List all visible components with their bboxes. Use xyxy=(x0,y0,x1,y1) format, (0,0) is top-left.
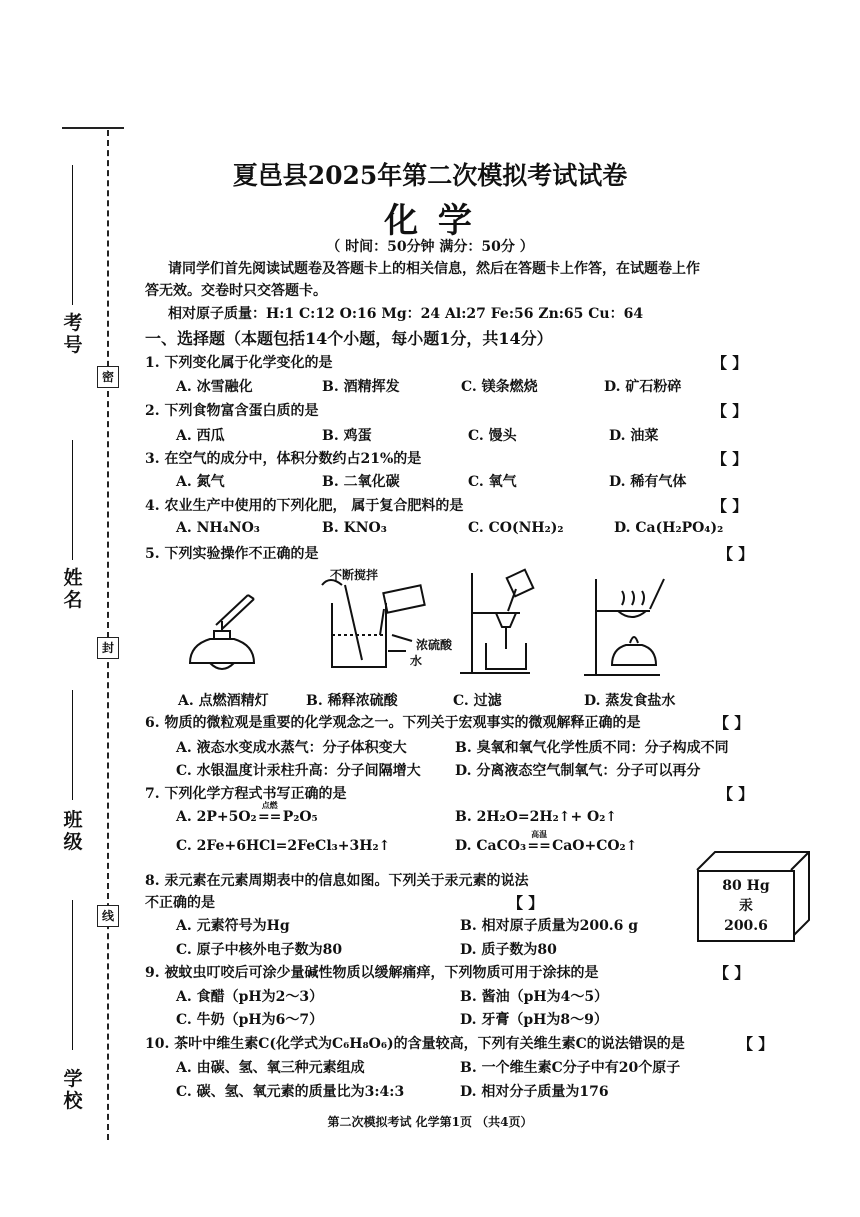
fig-a-alcohol-lamp xyxy=(190,595,254,669)
question-1-stem: 1. 下列变化属于化学变化的是 xyxy=(145,355,333,371)
question-3-option-c: C. 氧气 xyxy=(468,474,517,490)
question-9-option-b: B. 酱油（pH为4～5） xyxy=(460,989,609,1005)
question-6-option-c: C. 水银温度计汞柱升高：分子间隔增大 xyxy=(176,763,421,779)
element-card-top-row xyxy=(699,876,793,896)
question-8-option-d: D. 质子数为80 xyxy=(460,942,557,958)
question-9-stem: 9. 被蚊虫叮咬后可涂少量碱性物质以缓解痛痒，下列物质可用于涂抹的是 xyxy=(145,965,599,981)
question-6-option-b: B. 臭氧和氧气化学性质不同：分子构成不同 xyxy=(455,740,729,756)
fig-b-water-label: 水 xyxy=(410,654,423,668)
question-7-option-a-arrow: 点燃 == xyxy=(257,800,282,825)
question-4-option-d: D. Ca(H₂PO₄)₂ xyxy=(614,520,724,536)
page-footer: 第二次模拟考试 化学第1页 （共4页） xyxy=(327,1115,533,1129)
question-4-stem: 4. 农业生产中使用的下列化肥， 属于复合肥料的是 xyxy=(145,498,464,514)
question-5-stem: 5. 下列实验操作不正确的是 xyxy=(145,546,319,562)
question-10-stem: 10. 茶叶中维生素C(化学式为C₆H₈O₆)的含量较高，下列有关维生素C的说法错误的是 xyxy=(145,1036,685,1052)
question-7-answer-bracket: 【 】 xyxy=(718,785,754,803)
school-label: 学校 xyxy=(63,1068,83,1112)
question-8-stem: 8. 汞元素在元素周期表中的信息如图。下列关于汞元素的说法 xyxy=(145,873,529,889)
question-1-option-a: A. 冰雪融化 xyxy=(176,379,253,395)
question-9-option-a: A. 食醋（pH为2～3） xyxy=(176,989,324,1005)
fig-b-acid-label: 浓硫酸 xyxy=(416,638,453,652)
question-8-answer-bracket: 【 】 xyxy=(508,894,544,912)
question-2-stem: 2. 下列食物富含蛋白质的是 xyxy=(145,403,319,419)
element-card-mass: 200.6 xyxy=(724,918,768,934)
question-1-option-d: D. 矿石粉碎 xyxy=(604,379,682,395)
question-2-option-b: B. 鸡蛋 xyxy=(322,428,372,444)
question-10-option-b: B. 一个维生素C分子中有20个原子 xyxy=(460,1060,681,1076)
question-3-stem: 3. 在空气的成分中，体积分数约占21%的是 xyxy=(145,451,422,467)
instruction-line-2: 答无效。交卷时只交答题卡。 xyxy=(145,283,327,299)
seal-mark-mi: 密 xyxy=(97,366,119,388)
question-5-option-d: D. 蒸发食盐水 xyxy=(584,693,676,709)
question-8-option-c: C. 原子中核外电子数为80 xyxy=(176,942,343,958)
question-7-option-d-reactants: D. CaCO₃ xyxy=(455,838,527,854)
question-8-stem-continued: 不正确的是 xyxy=(145,895,215,911)
question-4-option-b: B. KNO₃ xyxy=(322,520,387,536)
question-3-answer-bracket: 【 】 xyxy=(712,450,748,468)
question-3-option-d: D. 稀有气体 xyxy=(609,474,687,490)
question-7-option-d-condition: 高温 xyxy=(531,829,548,839)
name-blank xyxy=(72,440,73,560)
question-8-option-b: B. 相对原子质量为200.6 g xyxy=(460,918,639,934)
exam-number-label: 考号 xyxy=(63,312,83,356)
question-9-answer-bracket: 【 】 xyxy=(714,964,750,982)
question-3-option-a: A. 氮气 xyxy=(176,474,225,490)
time-info: （ 时间：50分钟 满分：50分 ） xyxy=(326,239,534,255)
question-2-option-d: D. 油菜 xyxy=(609,428,659,444)
question-7-option-d-product: CaO+CO₂↑ xyxy=(552,838,638,854)
question-2-option-a: A. 西瓜 xyxy=(176,428,225,444)
question-4-option-c: C. CO(NH₂)₂ xyxy=(468,520,564,536)
question-4-answer-bracket: 【 】 xyxy=(712,497,748,515)
question-5-option-a: A. 点燃酒精灯 xyxy=(178,693,269,709)
question-5-figures xyxy=(180,565,760,685)
atomic-masses: 相对原子质量：H:1 C:12 O:16 Mg：24 Al:27 Fe:56 Zn:65 Cu：64 xyxy=(168,306,644,322)
question-10-option-d: D. 相对分子质量为176 xyxy=(460,1084,609,1100)
question-8-option-a: A. 元素符号为Hg xyxy=(176,918,290,934)
question-7-option-b: B. 2H₂O=2H₂↑+ O₂↑ xyxy=(455,809,618,825)
element-card-name: 汞 xyxy=(739,898,753,914)
subject-title: 化 学 xyxy=(384,201,476,241)
fig-c-filtration xyxy=(460,570,533,673)
seal-mark-feng: 封 xyxy=(97,637,119,659)
question-9-option-d: D. 牙膏（pH为8～9） xyxy=(460,1012,608,1028)
question-4-option-a: A. NH₄NO₃ xyxy=(176,520,260,536)
question-2-answer-bracket: 【 】 xyxy=(712,402,748,420)
question-7-stem: 7. 下列化学方程式书写正确的是 xyxy=(145,786,347,802)
question-10-option-a: A. 由碳、氢、氧三种元素组成 xyxy=(176,1060,365,1076)
element-card-number: 80 xyxy=(722,878,742,894)
seal-dashed-line xyxy=(107,130,109,1140)
top-left-rule xyxy=(62,127,124,129)
question-3-option-b: B. 二氧化碳 xyxy=(322,474,400,490)
question-9-option-c: C. 牛奶（pH为6～7） xyxy=(176,1012,324,1028)
question-7-option-a xyxy=(176,800,318,825)
question-7-option-d xyxy=(455,829,638,854)
question-10-answer-bracket: 【 】 xyxy=(738,1035,774,1053)
question-5-answer-bracket: 【 】 xyxy=(718,545,754,563)
question-10-option-c: C. 碳、氢、氧元素的质量比为3:4:3 xyxy=(176,1084,405,1100)
question-5-option-b: B. 稀释浓硫酸 xyxy=(306,693,398,709)
seal-mark-xian: 线 xyxy=(97,905,119,927)
question-1-answer-bracket: 【 】 xyxy=(712,354,748,372)
question-1-option-b: B. 酒精挥发 xyxy=(322,379,400,395)
question-6-answer-bracket: 【 】 xyxy=(714,714,750,732)
element-card-symbol: Hg xyxy=(746,878,770,894)
question-6-option-a: A. 液态水变成水蒸气：分子体积变大 xyxy=(176,740,407,756)
question-7-option-d-arrow: 高温 == xyxy=(527,829,551,854)
question-2-option-c: C. 馒头 xyxy=(468,428,517,444)
exam-title: 夏邑县2025年第二次模拟考试试卷 xyxy=(232,161,628,190)
question-6-option-d: D. 分离液态空气制氧气：分子可以再分 xyxy=(455,763,701,779)
instruction-line-1: 请同学们首先阅读试题卷及答题卡上的相关信息，然后在答题卡上作答，在试题卷上作 xyxy=(168,261,700,277)
school-blank xyxy=(72,900,73,1050)
element-card xyxy=(697,870,795,942)
question-7-option-a-reactants: A. 2P+5O₂ xyxy=(176,809,257,825)
question-6-stem: 6. 物质的微粒观是重要的化学观念之一。下列关于宏观事实的微观解释正确的是 xyxy=(145,715,641,731)
section-1-heading: 一、选择题（本题包括14个小题，每小题1分，共14分） xyxy=(145,329,553,348)
question-7-option-a-product: P₂O₅ xyxy=(282,809,318,825)
class-label: 班级 xyxy=(63,809,83,853)
fig-d-evaporation xyxy=(584,579,664,675)
question-7-option-a-condition: 点燃 xyxy=(261,800,278,810)
question-1-option-c: C. 镁条燃烧 xyxy=(461,379,538,395)
fig-b-stir-label: 不断搅拌 xyxy=(330,568,379,582)
name-label: 姓名 xyxy=(63,567,83,611)
question-5-option-c: C. 过滤 xyxy=(453,693,502,709)
class-blank xyxy=(72,690,73,800)
question-7-option-c: C. 2Fe+6HCl=2FeCl₃+3H₂↑ xyxy=(176,838,391,854)
